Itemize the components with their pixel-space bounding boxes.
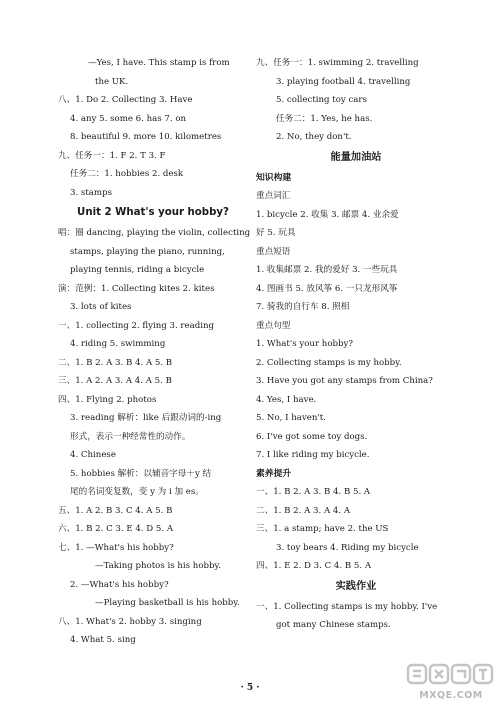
answer-line bbox=[256, 317, 456, 336]
right-column bbox=[256, 54, 456, 635]
answer-line bbox=[256, 354, 456, 373]
answer-line bbox=[256, 428, 456, 447]
answer-line bbox=[256, 224, 456, 243]
answer-line bbox=[58, 631, 248, 650]
answer-line bbox=[256, 187, 456, 206]
answer-line bbox=[256, 598, 456, 617]
line-text: stamps, playing the piano, running, bbox=[70, 246, 225, 257]
section-heading bbox=[58, 202, 248, 224]
answer-line bbox=[256, 335, 456, 354]
answer-line bbox=[256, 446, 456, 465]
answer-line bbox=[256, 372, 456, 391]
line-text: 1. bicycle 2. 收集 3. 邮票 4. 业余爱 bbox=[256, 209, 399, 220]
answer-line bbox=[58, 465, 248, 484]
line-text: 三、1. a stamp; have 2. the US bbox=[256, 524, 389, 534]
answer-line bbox=[256, 73, 456, 92]
answer-line bbox=[58, 557, 248, 576]
line-text: 2. Collecting stamps is my hobby. bbox=[256, 357, 402, 368]
line-text: —Taking photos is his hobby. bbox=[95, 561, 221, 571]
line-text: got many Chinese stamps. bbox=[276, 620, 391, 630]
line-text: the UK. bbox=[95, 76, 129, 87]
line-text: 唱：圈 dancing, playing the violin, collecting bbox=[58, 228, 251, 238]
line-text: 3. stamps bbox=[70, 187, 112, 198]
answer-line bbox=[58, 409, 248, 428]
line-text: 1. 收集邮票 2. 我的爱好 3. 一些玩具 bbox=[256, 265, 398, 275]
line-text: 3. toy bears 4. Riding my bicycle bbox=[276, 542, 419, 553]
line-text: 5. collecting toy cars bbox=[276, 95, 367, 105]
answer-line bbox=[256, 91, 456, 110]
answer-line bbox=[256, 128, 456, 147]
line-text: playing tennis, riding a bicycle bbox=[70, 265, 205, 275]
line-text: Unit 2 What's your hobby? bbox=[77, 207, 229, 218]
answer-line bbox=[58, 446, 248, 465]
line-text: 三、1. A 2. A 3. A 4. A 5. B bbox=[58, 376, 172, 386]
answer-line bbox=[58, 91, 248, 110]
line-text: 九、任务一：1. F 2. T 3. F bbox=[58, 150, 166, 161]
answer-line bbox=[256, 280, 456, 299]
left-column bbox=[58, 54, 251, 650]
line-text: 实践作业 bbox=[335, 580, 377, 592]
page-number: · 5 · bbox=[240, 683, 260, 693]
answer-line bbox=[58, 428, 248, 447]
line-text: 1. What's your hobby? bbox=[256, 339, 353, 349]
answer-line bbox=[58, 502, 248, 521]
answer-line bbox=[58, 261, 248, 280]
line-text: 重点句型 bbox=[256, 320, 291, 331]
answer-line bbox=[58, 298, 248, 317]
line-text: 5. No, I haven't. bbox=[256, 413, 326, 423]
line-text: 能量加油站 bbox=[330, 151, 382, 163]
line-text: 8. beautiful 9. more 10. kilometres bbox=[70, 132, 222, 142]
line-text: 7. I like riding my bicycle. bbox=[256, 450, 370, 460]
answer-line bbox=[58, 483, 248, 502]
line-text: 演：范例：1. Collecting kites 2. kites bbox=[58, 283, 215, 294]
answer-line bbox=[256, 616, 456, 635]
line-text: 4. any 5. some 6. has 7. on bbox=[70, 113, 187, 124]
line-text: 五、1. A 2. B 3. C 4. A 5. B bbox=[58, 505, 173, 516]
line-text: 七、1. —What's his hobby? bbox=[58, 542, 174, 553]
line-text: 3. lots of kites bbox=[70, 302, 132, 312]
line-text: 4. Yes, I have. bbox=[256, 394, 317, 405]
answer-line bbox=[58, 354, 248, 373]
answer-line bbox=[256, 54, 456, 73]
answer-line bbox=[58, 335, 248, 354]
answer-line bbox=[58, 165, 248, 184]
line-text: 四、1. Flying 2. photos bbox=[58, 394, 157, 405]
line-text: 六、1. B 2. C 3. E 4. D 5. A bbox=[58, 524, 174, 534]
line-text: 四、1. E 2. D 3. C 4. B 5. A bbox=[256, 561, 372, 571]
line-text: —Playing basketball is his hobby. bbox=[95, 598, 240, 608]
answer-line bbox=[58, 520, 248, 539]
line-text: 知识构建 bbox=[256, 172, 292, 183]
answer-line bbox=[256, 520, 456, 539]
line-text: 4. Chinese bbox=[70, 450, 116, 460]
line-text: 八、1. Do 2. Collecting 3. Have bbox=[58, 95, 193, 105]
answer-line bbox=[58, 594, 248, 613]
line-text: 2. —What's his hobby? bbox=[70, 579, 169, 590]
answer-line bbox=[256, 391, 456, 410]
line-text: 3. reading 解析：like 后跟动词的-ing bbox=[70, 413, 222, 423]
line-text: 一、1. Collecting stamps is my hobby. I've bbox=[256, 601, 438, 612]
line-text: 7. 骑我的自行车 8. 照相 bbox=[256, 302, 350, 312]
answer-line bbox=[256, 539, 456, 558]
line-text: 2. No, they don't. bbox=[276, 132, 352, 142]
answer-line bbox=[58, 613, 248, 632]
line-text: 任务二：1. Yes, he has. bbox=[276, 113, 373, 124]
answer-line bbox=[256, 169, 456, 188]
line-text: 一、1. collecting 2. flying 3. reading bbox=[58, 320, 215, 331]
answer-line bbox=[256, 409, 456, 428]
line-text: 任务二：1. hobbies 2. desk bbox=[70, 169, 184, 179]
answer-line bbox=[58, 224, 251, 243]
answer-line bbox=[256, 557, 456, 576]
answer-line bbox=[256, 298, 456, 317]
line-text: 好 5. 玩具 bbox=[256, 228, 296, 238]
section-heading bbox=[256, 147, 456, 169]
answer-line bbox=[58, 110, 248, 129]
answer-line bbox=[58, 73, 248, 92]
line-text: 重点词汇 bbox=[256, 191, 291, 201]
line-text: 3. Have you got any stamps from China? bbox=[256, 376, 433, 386]
answer-line bbox=[58, 280, 248, 299]
line-text: 6. I've got some toy dogs. bbox=[256, 431, 368, 442]
answer-line bbox=[58, 317, 248, 336]
line-text: 九、任务一：1. swimming 2. travelling bbox=[256, 58, 419, 68]
answer-line bbox=[256, 465, 456, 484]
line-text: 一、1. B 2. A 3. B 4. B 5. A bbox=[256, 487, 371, 497]
answer-line bbox=[58, 391, 248, 410]
answer-line bbox=[58, 243, 248, 262]
line-text: 4. riding 5. swimming bbox=[70, 339, 166, 349]
answer-line bbox=[58, 128, 248, 147]
line-text: 二、1. B 2. A 3. B 4. A 5. B bbox=[58, 357, 173, 368]
answer-line bbox=[58, 54, 248, 73]
answer-line bbox=[58, 539, 248, 558]
answer-line bbox=[256, 483, 456, 502]
line-text: 形式，表示一种经常性的动作。 bbox=[70, 431, 191, 442]
line-text: —Yes, I have. This stamp is from bbox=[88, 58, 230, 68]
answer-line bbox=[256, 110, 456, 129]
line-text: 尾的名词变复数，变 y 为 i 加 es。 bbox=[70, 487, 204, 497]
answer-line bbox=[58, 147, 248, 166]
line-text: 素养提升 bbox=[256, 468, 292, 479]
watermark-url: MXQE.COM bbox=[419, 690, 483, 701]
answer-line bbox=[256, 502, 456, 521]
line-text: 二、1. B 2. A 3. A 4. A bbox=[256, 505, 351, 516]
line-text: 4. 图画书 5. 放风筝 6. 一只龙形风筝 bbox=[256, 283, 398, 294]
answer-line bbox=[58, 184, 248, 203]
answer-line bbox=[58, 576, 248, 595]
answer-line bbox=[256, 261, 456, 280]
line-text: 3. playing football 4. travelling bbox=[276, 76, 411, 87]
section-heading bbox=[256, 576, 456, 598]
line-text: 重点短语 bbox=[256, 246, 291, 257]
answer-line bbox=[58, 372, 248, 391]
line-text: 5. hobbies 解析：以辅音字母＋y 结 bbox=[70, 468, 212, 479]
line-text: 4. What 5. sing bbox=[70, 635, 136, 645]
answer-line bbox=[256, 206, 456, 225]
answer-line bbox=[256, 243, 456, 262]
line-text: 八、1. What's 2. hobby 3. singing bbox=[58, 616, 202, 627]
